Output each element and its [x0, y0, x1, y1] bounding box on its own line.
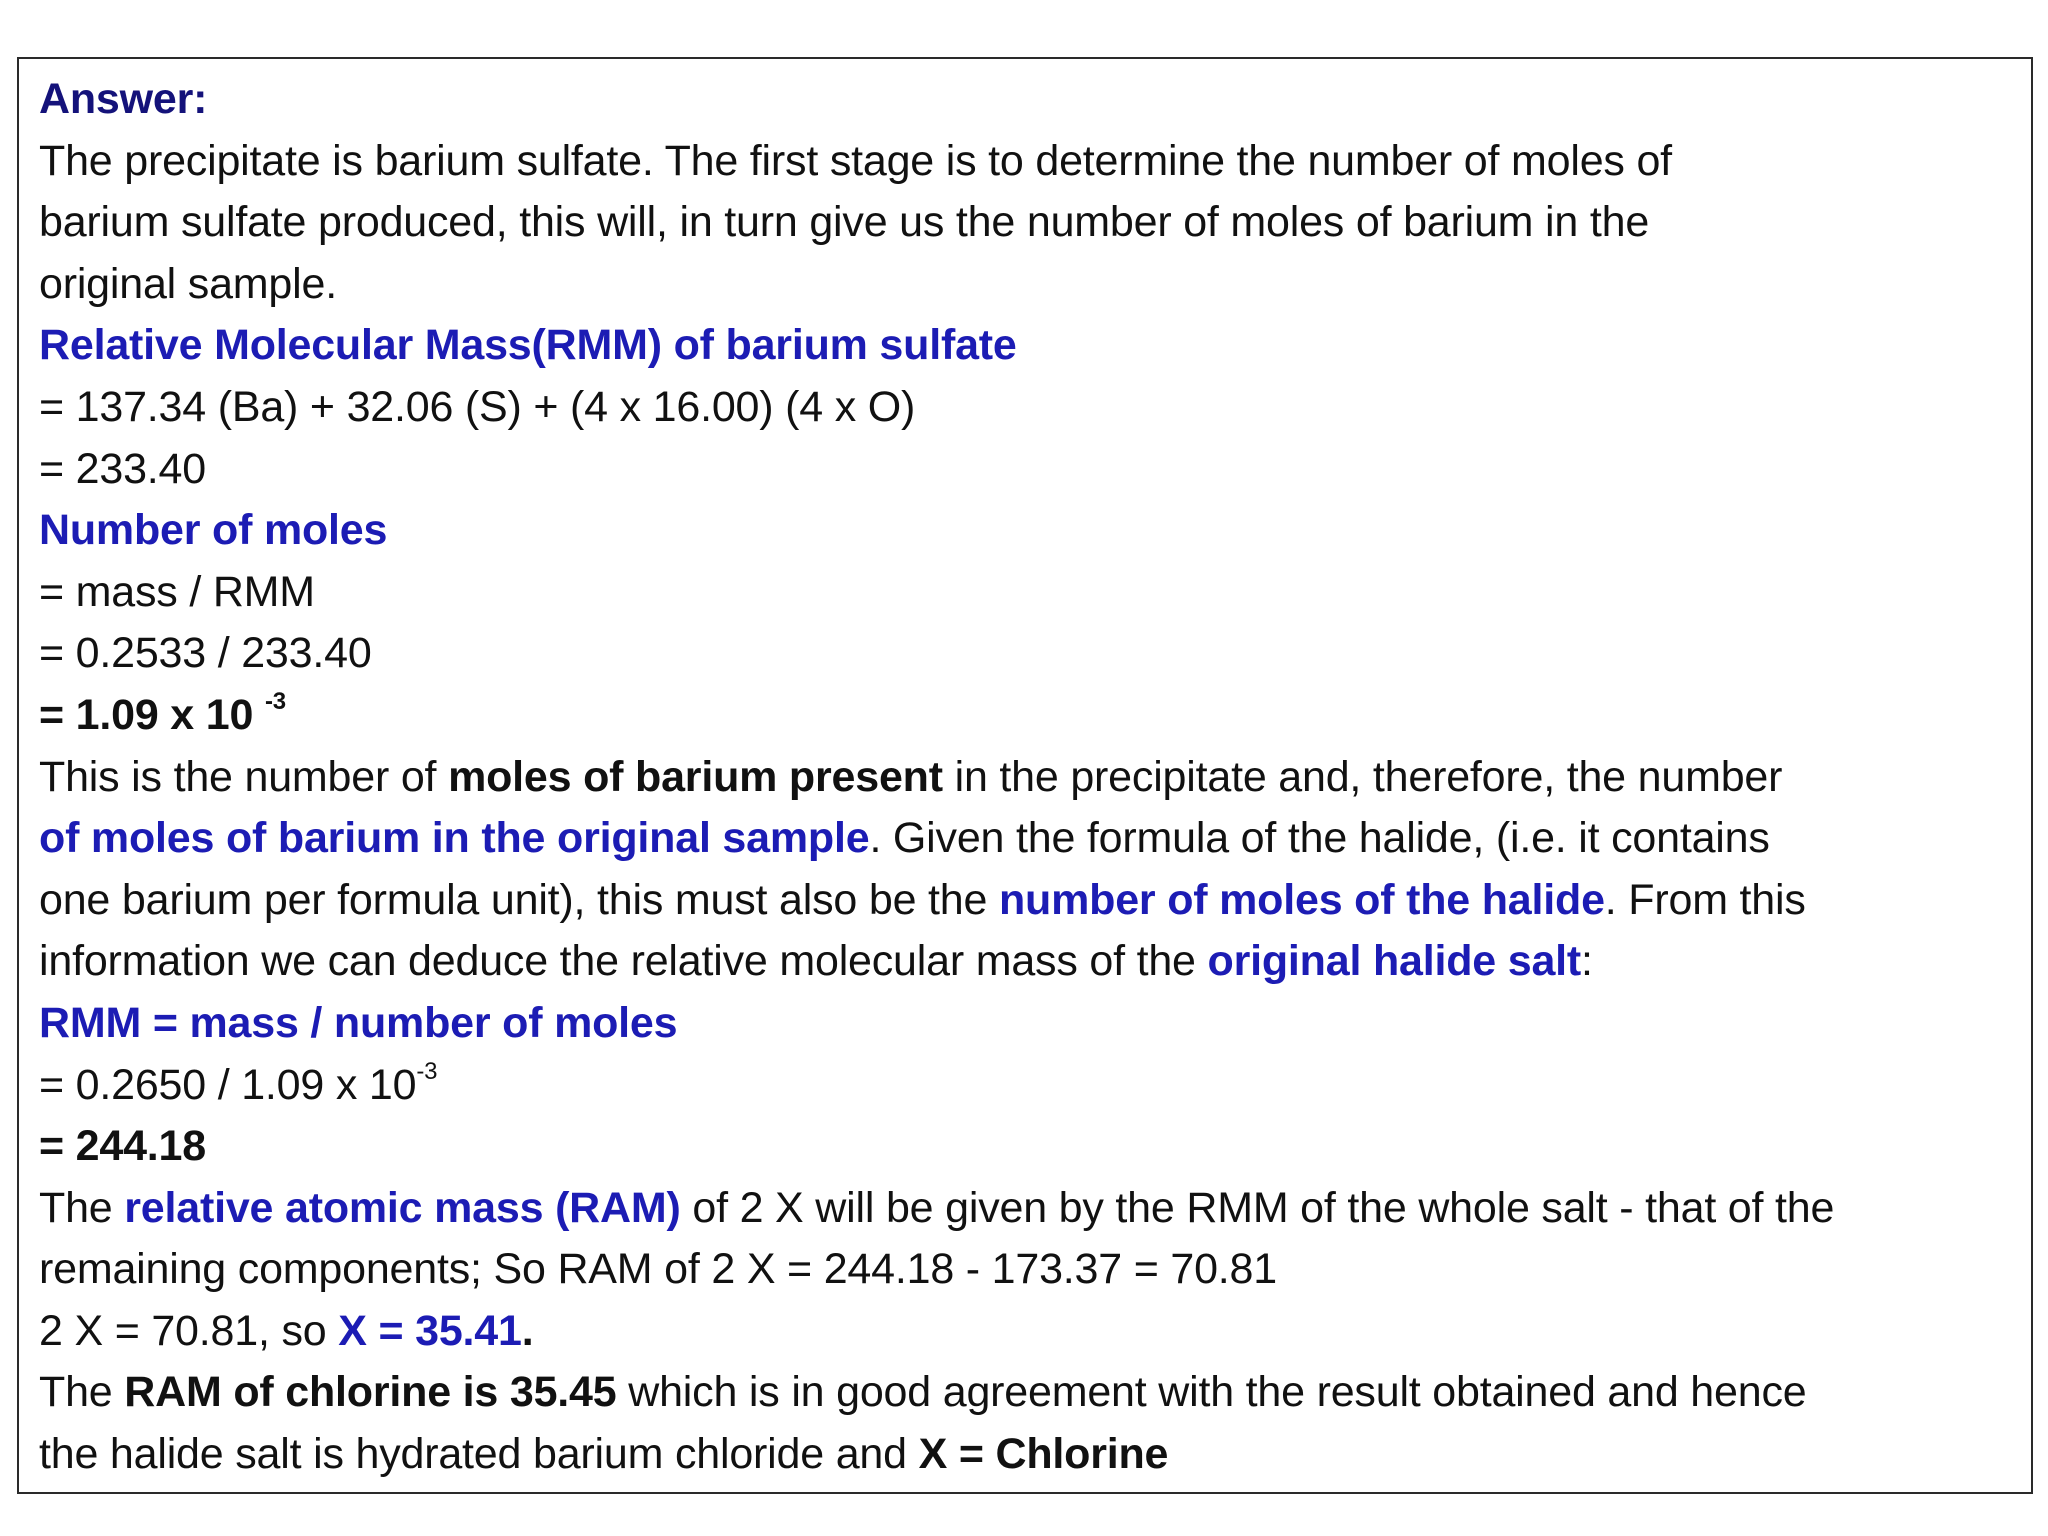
- rmm-formula-title: RMM = mass / number of moles: [39, 998, 678, 1047]
- explanation-text: . From this: [1604, 875, 1806, 924]
- x-value-emphasis: X = 35.41: [338, 1306, 522, 1355]
- explanation-text: :: [1581, 937, 1593, 986]
- rmm-division-exponent: -3: [416, 1057, 438, 1085]
- conclusion-line-1: [39, 1362, 2011, 1424]
- moles-calc-line: = 0.2533 / 233.40: [39, 629, 372, 678]
- answer-heading: Answer:: [39, 75, 208, 123]
- explanation-text: This is the number of: [39, 752, 449, 801]
- conclusion-text: which is in good agreement with the result obtained and hence: [616, 1368, 1807, 1417]
- moles-barium-present-emphasis: moles of barium present: [448, 752, 943, 801]
- moles-result-line: [39, 685, 2011, 747]
- moles-formula-line: = mass / RMM: [39, 567, 315, 616]
- rmm-division-value: = 0.2650 / 1.09 x 10: [39, 1060, 417, 1109]
- original-sample-emphasis: of moles of barium in the original sample: [39, 814, 870, 863]
- ram-line-3: [39, 1301, 2011, 1363]
- explanation-line-2: [39, 808, 2011, 870]
- explanation-line-3: [39, 870, 2011, 932]
- ram-text: 2 X = 70.81, so: [39, 1306, 339, 1355]
- intro-line-2: barium sulfate produced, this will, in turn give us the number of moles of barium in the: [39, 198, 1650, 247]
- rmm-section-title: Relative Molecular Mass(RMM) of barium sulfate: [39, 321, 1017, 370]
- answer-box: [17, 57, 2033, 1494]
- ram-line-1: [39, 1178, 2011, 1240]
- ram-emphasis: relative atomic mass (RAM): [124, 1183, 681, 1232]
- explanation-line-4: [39, 931, 2011, 993]
- explanation-text: information we can deduce the relative molecular mass of the: [39, 937, 1208, 986]
- conclusion-text: the halide salt is hydrated barium chloride and: [39, 1430, 919, 1479]
- moles-result-value: = 1.09 x 10: [39, 690, 265, 739]
- ram-line-2: remaining components; So RAM of 2 X = 244.18 - 173.37 = 70.81: [39, 1245, 1277, 1294]
- moles-halide-emphasis: number of moles of the halide: [998, 875, 1605, 924]
- rmm-result-line: = 233.40: [39, 444, 206, 493]
- rmm-division-line: [39, 1055, 2011, 1117]
- moles-result-exponent: -3: [264, 687, 286, 715]
- ram-text: of 2 X will be given by the RMM of the whole salt - that of the: [680, 1183, 1835, 1232]
- ram-text: The: [39, 1183, 125, 1232]
- rmm-final-result: = 244.18: [39, 1122, 206, 1171]
- explanation-line-1: [39, 747, 2011, 809]
- explanation-text: . Given the formula of the halide, (i.e. it contains: [869, 814, 1770, 863]
- intro-line-3: original sample.: [39, 259, 337, 308]
- explanation-text: in the precipitate and, therefore, the number: [942, 752, 1783, 801]
- intro-line-1: The precipitate is barium sulfate. The first stage is to determine the number of moles of: [39, 136, 1672, 185]
- moles-section-title: Number of moles: [39, 506, 388, 555]
- conclusion-text: The: [39, 1368, 125, 1417]
- conclusion-line-2: [39, 1424, 2011, 1486]
- ram-period: .: [521, 1306, 534, 1355]
- chlorine-ram-emphasis: RAM of chlorine is 35.45: [124, 1368, 617, 1417]
- original-halide-salt-emphasis: original halide salt: [1207, 937, 1582, 986]
- rmm-calc-line: = 137.34 (Ba) + 32.06 (S) + (4 x 16.00) (4 x O): [39, 382, 916, 431]
- x-chlorine-emphasis: X = Chlorine: [918, 1430, 1169, 1479]
- explanation-text: one barium per formula unit), this must also be the: [39, 875, 999, 924]
